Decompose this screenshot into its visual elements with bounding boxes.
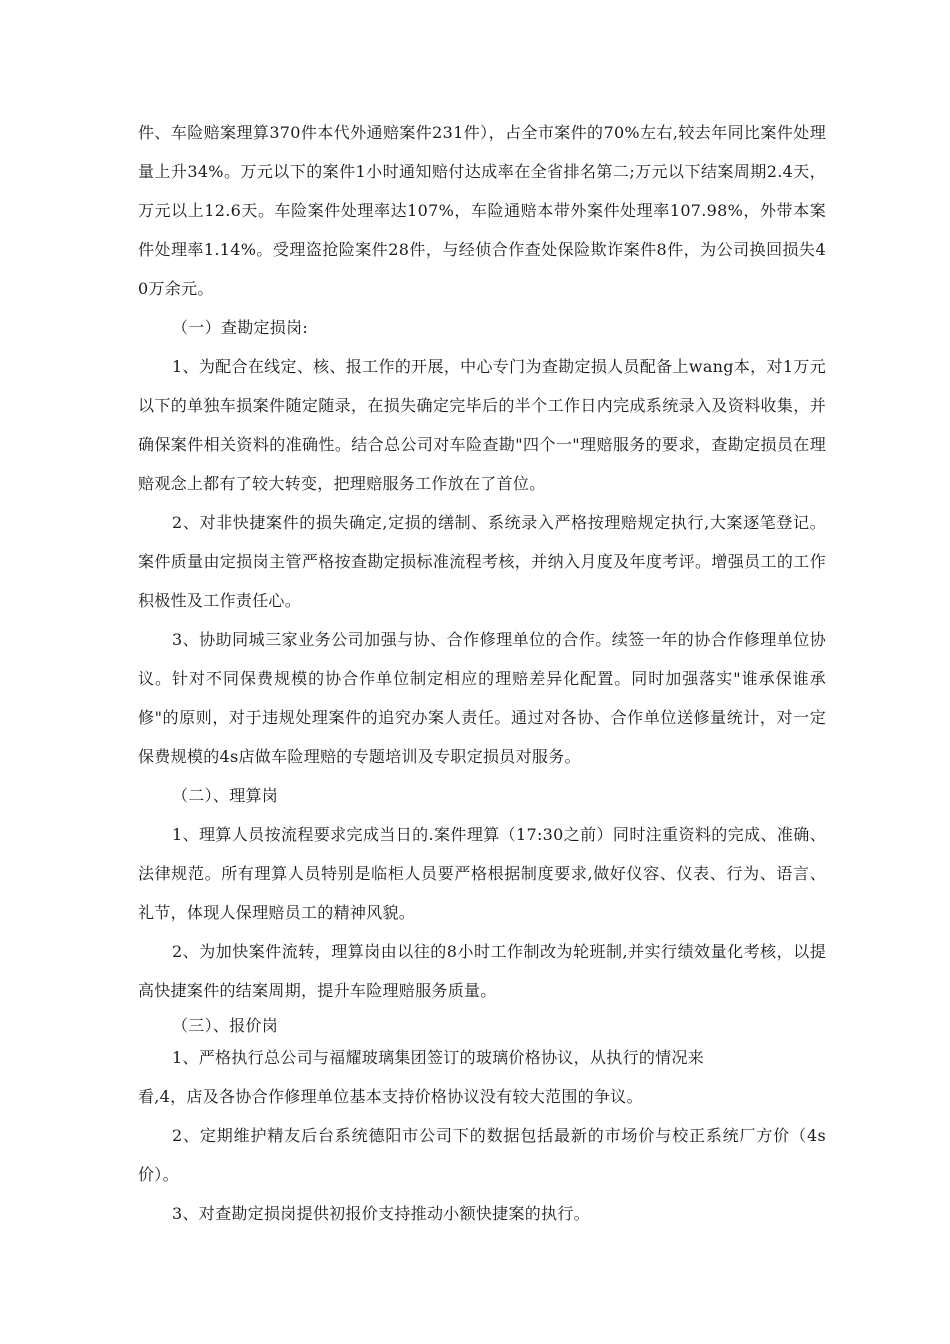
intro-paragraph: 件、车险赔案理算370件本代外通赔案件231件），占全市案件的70%左右,较去年同比案件处理量上升34%。万元以下的案件1小时通知赔付达成率在全省排名第二;万元以下结案周期2.4天，万元以上12.6天。车险案件处理率达107%，车险通赔本带外案件处理率107.98%，外带本案件处理率1.14%。受理盗抢险案件28件，与经侦合作查处保险欺诈案件8件，为公司换回损失40万余元。 [138,123,826,298]
adjustment-item-2: 2、为加快案件流转，理算岗由以往的8小时工作制改为轮班制,并实行绩效量化考核，以提高快捷案件的结案周期，提升车险理赔服务质量。 [138,942,826,1000]
quotation-item-1-line-2: 看,4，店及各协合作修理单位基本支持价格协议没有较大范围的争议。 [138,1087,643,1106]
survey-item-1: 1、为配合在线定、核、报工作的开展，中心专门为查勘定损人员配备上wang本，对1万元以下的单独车损案件随定随录，在损失确定完毕后的半个工作日内完成系统录入及资料收集，并确保案件相关资料的准确性。结合总公司对车险查勘"四个一"理赔服务的要求，查勘定损员在理赔观念上都有了较大转变，把理赔服务工作放在了首位。 [138,357,826,493]
document-body [138,113,826,1233]
survey-item-3: 3、协助同城三家业务公司加强与协、合作修理单位的合作。续签一年的协合作修理单位协议。针对不同保费规模的协合作单位制定相应的理赔差异化配置。同时加强落实"谁承保谁承修"的原则，对于违规处理案件的追究办案人责任。通过对各协、合作单位送修量统计，对一定保费规模的4s店做车险理赔的专题培训及专职定损员对服务。 [138,630,826,766]
quotation-item-2: 2、定期维护精友后台系统德阳市公司下的数据包括最新的市场价与校正系统厂方价（4s价）。 [138,1126,826,1184]
adjustment-item-1: 1、理算人员按流程要求完成当日的.案件理算（17:30之前）同时注重资料的完成、准确、法律规范。所有理算人员特别是临柜人员要严格根据制度要求,做好仪容、仪表、行为、语言、礼节，体现人保理赔员工的精神风貌。 [138,825,826,922]
survey-item-2: 2、对非快捷案件的损失确定,定损的缮制、系统录入严格按理赔规定执行,大案逐笔登记。案件质量由定损岗主管严格按查勘定损标准流程考核，并纳入月度及年度考评。增强员工的工作积极性及工作责任心。 [138,513,826,610]
section-heading-adjustment: （二）、理算岗 [172,786,279,805]
quotation-item-1-line-1: 1、严格执行总公司与福耀玻璃集团签订的玻璃价格协议，从执行的情况来 [172,1048,705,1067]
section-heading-quotation: （三）、报价岗 [172,1016,279,1035]
quotation-item-3: 3、对查勘定损岗提供初报价支持推动小额快捷案的执行。 [172,1204,590,1223]
section-heading-survey: （一）查勘定损岗: [172,318,309,337]
